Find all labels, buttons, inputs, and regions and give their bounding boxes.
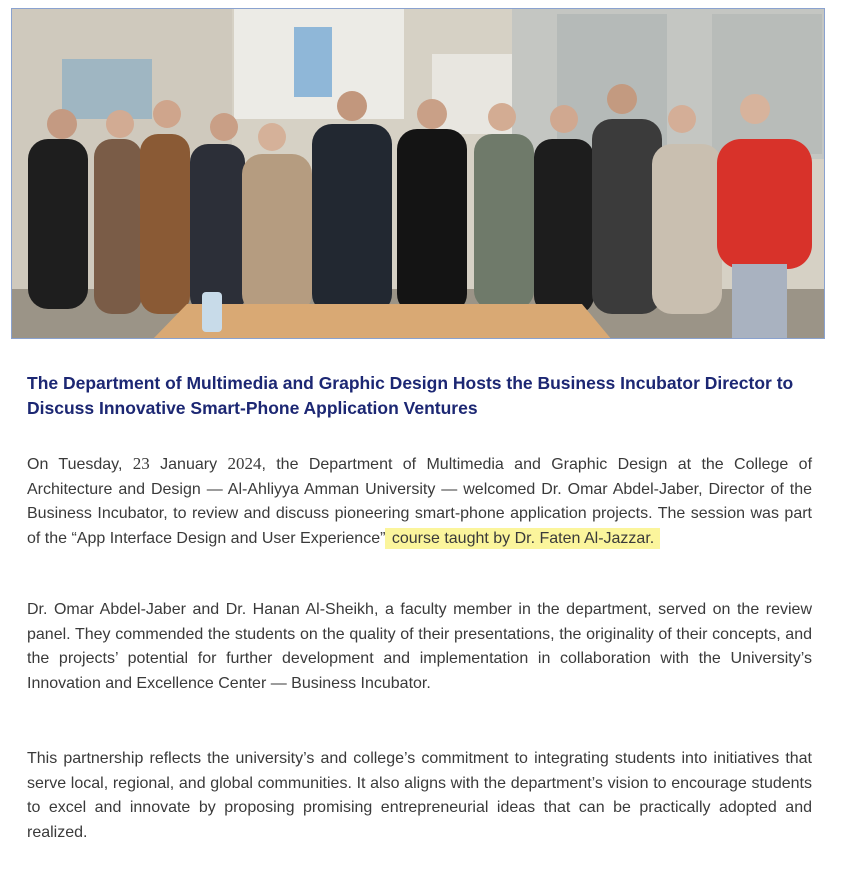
p1-text-start: On Tuesday, <box>27 456 133 473</box>
article-paragraph-3: This partnership reflects the university’s and college’s commitment to integrating students into initiatives that serve local, regional, and global communities. It also aligns with the department’s vision to encourage students to excel and innovate by proposing promising entrepreneurial ideas that can be practically adopted and realized. <box>27 750 812 842</box>
article-title: The Department of Multimedia and Graphic Design Hosts the Business Incubator Director to Discuss Innovative Smart-Phone Application Ventures <box>27 373 794 418</box>
date-year: 2024 <box>227 454 262 473</box>
p1-text-body: , the Department of Multimedia and Graphic Design at the College of Architecture and Design — Al-Ahliyya Amman University — welcomed Dr. Omar Abdel-Jaber, Director of the Business Incubator, to review and discuss pioneering smart-phone application projects. The session was part of the “App Interface Design and User Experience” <box>27 456 813 548</box>
date-day: 23 <box>132 454 150 473</box>
p1-text-month: January <box>149 456 228 473</box>
article-paragraph-1 <box>27 452 812 552</box>
article-paragraph-2: Dr. Omar Abdel-Jaber and Dr. Hanan Al-Sheikh, a faculty member in the department, served on the review panel. They commended the students on the quality of their presentations, the originality of their concepts, and the projects’ potential for further development and implementation in collaboration with the University’s Innovation and Excellence Center — Business Incubator. <box>27 601 812 693</box>
highlighted-instructor-text: course taught by Dr. Faten Al-Jazzar. <box>385 528 660 549</box>
group-photo <box>11 8 825 339</box>
